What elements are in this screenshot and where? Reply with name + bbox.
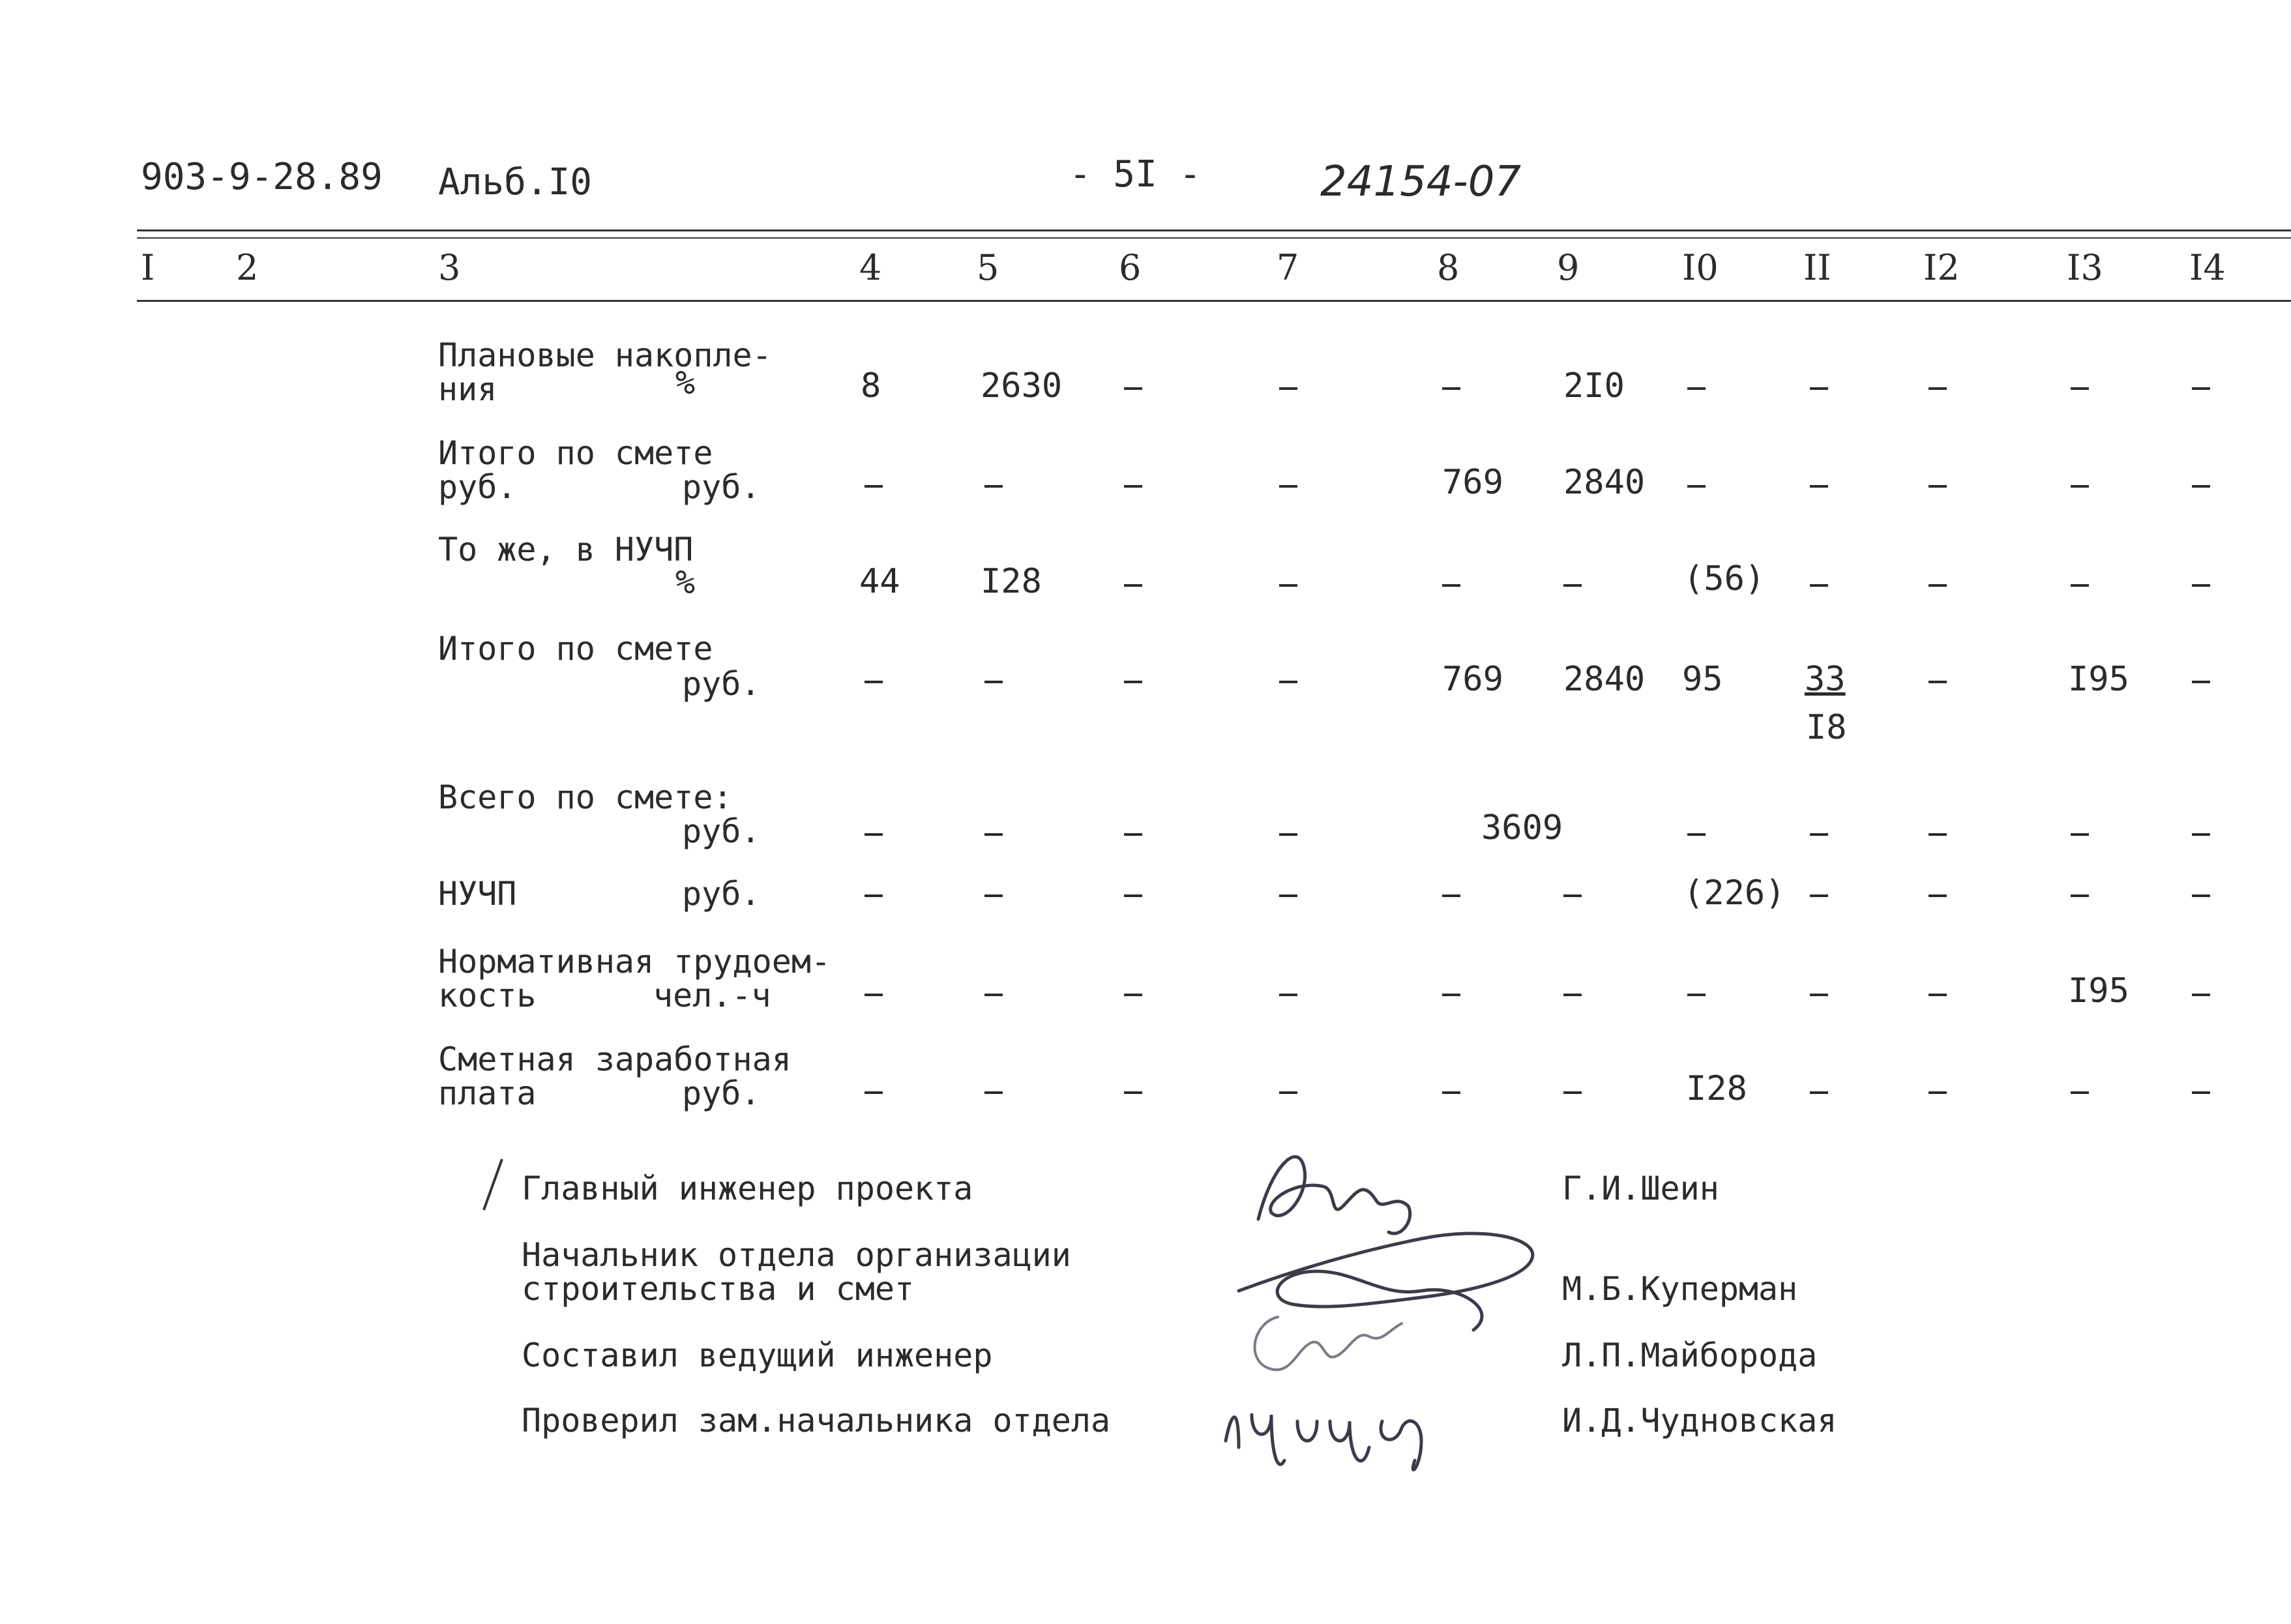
col-head-1: I: [141, 247, 155, 288]
cell-dash: [2192, 584, 2210, 587]
cell-dash: [2071, 485, 2089, 488]
row-label: То же, в НУЧП: [438, 531, 694, 568]
cell-dash: [1442, 894, 1460, 897]
cell-dash: [2071, 1091, 2089, 1094]
cell: (226): [1683, 874, 1786, 913]
cell: 769: [1442, 463, 1503, 502]
cell: I95: [2068, 660, 2129, 699]
cell-dash: [1279, 994, 1297, 996]
cell-dash: [1810, 894, 1828, 897]
row-unit: руб.: [682, 468, 761, 506]
col-head-5: 5: [977, 247, 999, 288]
cell-dash: [1124, 894, 1142, 897]
cell-dash: [1279, 1091, 1297, 1094]
cell: 44: [859, 562, 900, 601]
doc-code: 903-9-28.89: [141, 156, 383, 198]
cell-dash: [2192, 994, 2210, 996]
cell-dash: [1929, 387, 1947, 390]
row-unit: руб.: [682, 1074, 761, 1112]
col-head-9: 9: [1557, 247, 1580, 288]
cell-dash: [1810, 1091, 1828, 1094]
cell-dash: [1810, 584, 1828, 587]
col-head-6: 6: [1119, 247, 1142, 288]
cell-dash: [2192, 387, 2210, 390]
cell-dash: [1124, 833, 1142, 836]
cell-dash: [865, 681, 883, 683]
cell-dash: [1279, 584, 1297, 587]
row-label: НУЧП: [438, 875, 517, 913]
cell-dash: [1124, 387, 1142, 390]
cell-dash: [1687, 485, 1706, 488]
cell-dash: [865, 894, 883, 897]
table-top-rule: [137, 229, 2291, 231]
col-head-2: 2: [236, 247, 259, 288]
cell-dash: [2071, 833, 2089, 836]
signatory-name: Г.И.Шеин: [1562, 1170, 1719, 1207]
cell: I28: [1686, 1069, 1747, 1108]
handwritten-number: [1320, 155, 1555, 207]
cell-merged: 3609: [1481, 808, 1563, 848]
row-unit: руб.: [682, 875, 761, 913]
row-label: Всего по смете:: [438, 778, 733, 816]
cell-dash: [2071, 387, 2089, 390]
cell-dash: [2192, 894, 2210, 897]
signature-maiboroda: [1239, 1304, 1408, 1382]
cell-dash: [984, 681, 1003, 683]
row-label-cont: руб.: [438, 468, 517, 506]
cell-dash: [1687, 833, 1706, 836]
cell: 2840: [1563, 660, 1646, 699]
row-label: Сметная заработная: [438, 1041, 791, 1078]
signatory-role: Начальник отдела организации: [522, 1236, 1071, 1274]
cell-dash: [1810, 994, 1828, 996]
cell-dash: [1442, 584, 1460, 587]
col-head-11: II: [1803, 247, 1831, 288]
cell-dash: [865, 994, 883, 996]
cell-dash: [1563, 1091, 1582, 1094]
cell-dash: [1929, 894, 1947, 897]
cell-fraction-top: 33: [1805, 660, 1846, 699]
cell-dash: [2071, 584, 2089, 587]
cell-dash: [984, 894, 1003, 897]
col-head-4: 4: [859, 247, 882, 288]
cell-dash: [1124, 994, 1142, 996]
signatory-role: Составил ведущий инженер: [522, 1336, 993, 1374]
cell-dash: [1563, 894, 1582, 897]
cell-dash: [1687, 994, 1706, 996]
cell: I95: [2068, 971, 2129, 1011]
cell-dash: [1279, 681, 1297, 683]
cell-dash: [2192, 833, 2210, 836]
cell: I28: [981, 562, 1042, 601]
signatory-role-cont: строительства и смет: [522, 1270, 915, 1308]
cell-dash: [984, 833, 1003, 836]
col-head-3: 3: [438, 247, 461, 288]
cell-dash: [2071, 894, 2089, 897]
col-head-12: I2: [1923, 247, 1960, 288]
cell-dash: [984, 485, 1003, 488]
cell-dash: [1563, 584, 1582, 587]
cell: 2I0: [1563, 366, 1625, 406]
cell-dash: [1929, 681, 1947, 683]
cell: 2630: [981, 366, 1063, 406]
cell-dash: [1442, 387, 1460, 390]
cell-dash: [1929, 994, 1947, 996]
row-label: Итого по смете: [438, 434, 713, 472]
signatory-name: Л.П.Майборода: [1562, 1336, 1818, 1374]
cell-dash: [1929, 833, 1947, 836]
col-head-14: I4: [2189, 247, 2226, 288]
cell-dash: [2192, 485, 2210, 488]
col-head-13: I3: [2067, 247, 2103, 288]
row-unit: %: [675, 364, 696, 402]
cell-dash: [1929, 1091, 1947, 1094]
cell-dash: [1442, 1091, 1460, 1094]
table-top-rule-inner: [137, 237, 2291, 239]
signatory-role: Проверил зам.начальника отдела: [522, 1402, 1111, 1439]
cell-dash: [1279, 485, 1297, 488]
cell: 2840: [1563, 463, 1646, 502]
col-head-8: 8: [1437, 247, 1460, 288]
row-label-cont: кость: [438, 977, 537, 1014]
row-label: Плановые накопле-: [438, 336, 772, 374]
cell-dash: [1687, 387, 1706, 390]
col-head-10: I0: [1682, 247, 1719, 288]
col-head-7: 7: [1277, 247, 1299, 288]
cell-dash: [1279, 833, 1297, 836]
cell-dash: [1929, 584, 1947, 587]
cell-dash: [1124, 485, 1142, 488]
cell-dash: [2192, 681, 2210, 683]
cell-dash: [1563, 994, 1582, 996]
row-unit: чел.-ч: [653, 977, 771, 1014]
row-unit: руб.: [682, 665, 761, 703]
signatory-role: Главный инженер проекта: [522, 1170, 973, 1207]
cell-dash: [865, 485, 883, 488]
cell-dash: [1929, 485, 1947, 488]
cell-dash: [1810, 387, 1828, 390]
signatory-name: И.Д.Чудновская: [1562, 1402, 1837, 1439]
handwritten-number-text: 24154-07: [1320, 158, 1522, 206]
cell-dash: [1124, 681, 1142, 683]
cell-dash: [1810, 833, 1828, 836]
cell: (56): [1683, 559, 1766, 598]
cell-dash: [865, 1091, 883, 1094]
album-number: Альб.I0: [438, 161, 593, 203]
table-header-bottom-rule: [137, 300, 2291, 302]
row-unit: руб.: [682, 812, 761, 850]
slash-mark-icon: [480, 1155, 506, 1214]
cell-dash: [984, 994, 1003, 996]
cell-dash: [1124, 1091, 1142, 1094]
cell: 95: [1682, 660, 1723, 699]
cell-dash: [865, 833, 883, 836]
signatory-name: М.Б.Куперман: [1562, 1270, 1798, 1308]
cell-fraction-bottom: I8: [1806, 708, 1847, 747]
cell-dash: [1124, 584, 1142, 587]
signature-chudnovskaya: [1213, 1382, 1460, 1486]
cell-dash: [1810, 485, 1828, 488]
cell: 769: [1442, 660, 1503, 699]
row-label: Нормативная трудоем-: [438, 943, 831, 981]
row-label-cont: плата: [438, 1074, 537, 1112]
row-unit: %: [675, 563, 696, 601]
cell-dash: [984, 1091, 1003, 1094]
page-number: - 5I -: [1069, 153, 1202, 196]
cell-dash: [1442, 994, 1460, 996]
row-label: Итого по смете: [438, 630, 713, 668]
cell-dash: [1279, 894, 1297, 897]
cell-dash: [1279, 387, 1297, 390]
row-label-cont: ния: [438, 370, 497, 408]
cell: 8: [861, 366, 881, 406]
cell-dash: [2192, 1091, 2210, 1094]
